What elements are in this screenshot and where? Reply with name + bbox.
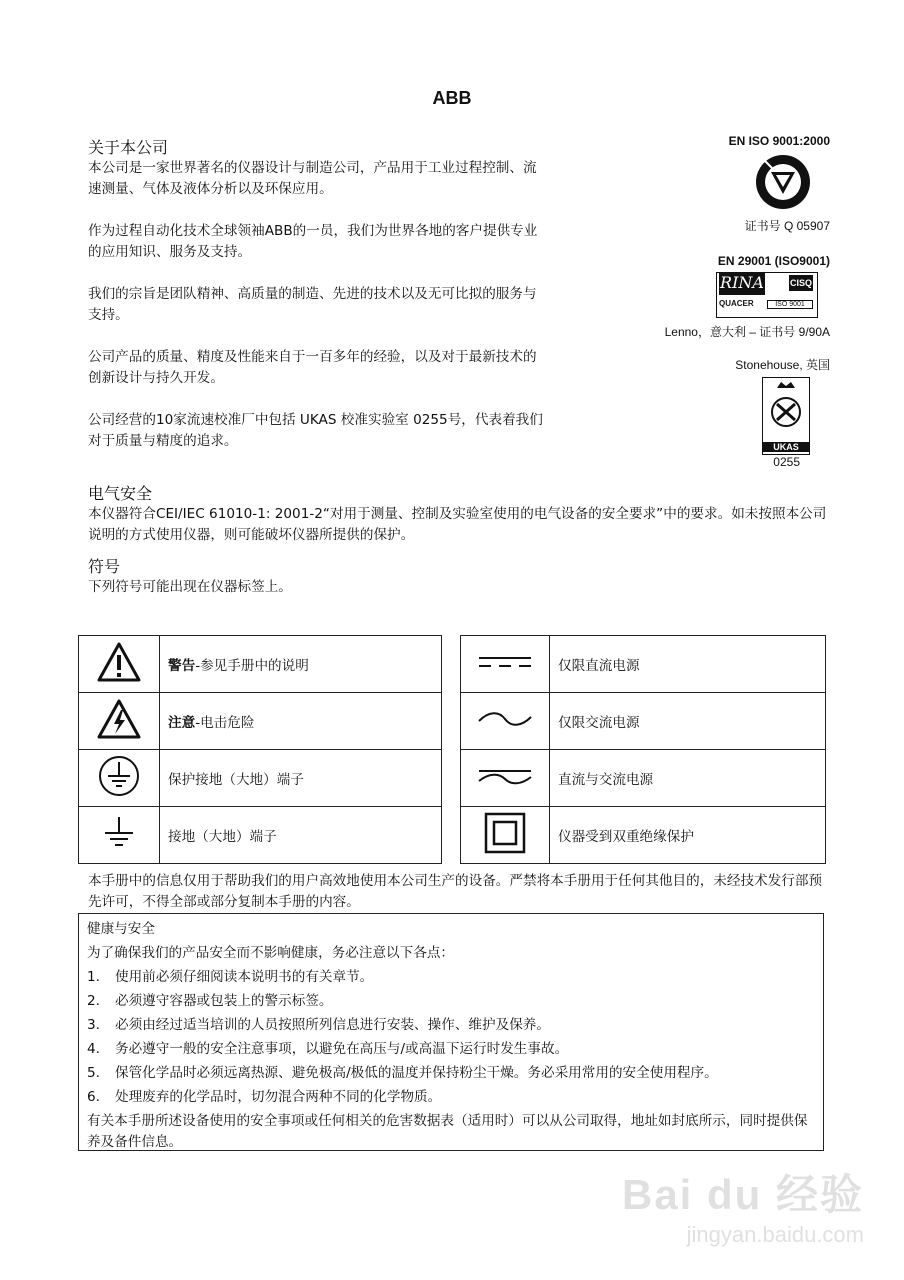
about-paragraph-3: 我们的宗旨是团队精神、高质量的制造、先进的技术以及无可比拟的服务与支持。 [88, 286, 537, 323]
electrical-title: 电气安全 [88, 484, 153, 503]
iso-certificate: 证书号 Q 05907 [744, 219, 830, 233]
lenno-certificate: Lenno，意大利 – 证书号 9/90A [664, 325, 830, 339]
symbol-row [461, 807, 826, 864]
list-text: 必须由经过适当培训的人员按照所列信息进行安装、操作、维护及保养。 [115, 1017, 550, 1033]
health-intro: 为了确保我们的产品安全而不影响健康，务必注意以下各点： [87, 945, 455, 961]
symbol-row [79, 750, 442, 807]
list-number: 6. [87, 1089, 100, 1105]
symbol-label-bold: 警告 [168, 658, 196, 674]
list-text: 处理废弃的化学品时，切勿混合两种不同的化学物质。 [115, 1089, 442, 1105]
symbol-icon-cell [461, 636, 550, 693]
symbol-row [79, 807, 442, 864]
symbols-intro: 下列符号可能出现在仪器标签上。 [88, 579, 292, 595]
symbol-label-bold: 注意 [168, 715, 196, 731]
ukas-crown-icon [763, 378, 809, 436]
symbol-row [461, 693, 826, 750]
symbol-icon-cell [79, 693, 160, 750]
symbol-row [79, 636, 442, 693]
symbol-label: 仪器受到双重绝缘保护 [550, 807, 826, 864]
list-number: 2. [87, 993, 100, 1009]
registered-seal [600, 152, 830, 217]
list-item [87, 965, 815, 989]
about-paragraph-2: 作为过程自动化技术全球领袖ABB的一员，我们为世界各地的客户提供专业的应用知识、服务及支持。 [88, 223, 538, 260]
list-number: 1. [87, 969, 100, 985]
watermark-url: jingyan.baidu.com [686, 1222, 864, 1247]
symbols-title: 符号 [88, 557, 121, 576]
list-item [87, 1061, 815, 1085]
symbol-icon-cell [79, 807, 160, 864]
health-title: 健康与安全 [87, 921, 155, 937]
symbol-label-text: -电击危险 [195, 715, 255, 731]
ukas-logo [600, 377, 830, 455]
earth-ground-icon [97, 813, 141, 853]
list-item [87, 1085, 815, 1109]
cisq-mark: CISQ [789, 275, 813, 291]
list-item [87, 1013, 815, 1037]
health-footer: 有关本手册所述设备使用的安全事项或任何相关的危害数据表（适用时）可以从公司取得，地址如封底所示，同时提供保养及备件信息。 [87, 1113, 808, 1150]
symbol-label [160, 693, 442, 750]
electrical-text: 本仪器符合CEI/IEC 61010-1: 2001-2“对用于测量、控制及实验室使用的电气设备的安全要求”中的要求。如未按照本公司说明的方式使用仪器，则可能破坏仪器所提供的保护。 [88, 506, 827, 543]
electrical-safety-section [88, 484, 828, 546]
symbol-label-text: -参见手册中的说明 [195, 658, 309, 674]
ac-dc-icon [475, 765, 535, 787]
list-text: 务必遵守一般的安全注意事项，以避免在高压与/或高温下运行时发生事故。 [115, 1041, 569, 1057]
watermark-logo: Bai du 经验 [621, 1171, 864, 1218]
iso-title: EN ISO 9001:2000 [728, 134, 830, 148]
list-number: 4. [87, 1041, 100, 1057]
rina-mark: RINA [719, 273, 765, 295]
symbols-table-right [460, 635, 826, 864]
about-paragraph-4: 公司产品的质量、精度及性能来自于一百多年的经验，以及对于最新技术的创新设计与持久开发。 [88, 349, 537, 386]
symbol-row [461, 636, 826, 693]
symbol-label-text: 保护接地（大地）端子 [168, 772, 304, 788]
symbol-label: 仅限交流电源 [550, 693, 826, 750]
symbol-icon-cell [79, 750, 160, 807]
symbol-row [461, 750, 826, 807]
electric-shock-icon [96, 698, 142, 740]
protective-earth-icon [97, 754, 141, 798]
baidu-watermark [584, 1162, 864, 1252]
symbol-row [79, 693, 442, 750]
iso9001-label: ISO 9001 [767, 300, 813, 309]
list-number: 3. [87, 1017, 100, 1033]
certifications [600, 134, 830, 469]
symbol-label [160, 750, 442, 807]
ukas-number: 0255 [773, 455, 800, 469]
list-number: 5. [87, 1065, 100, 1081]
dc-icon [475, 652, 535, 672]
registered-seal-icon [750, 152, 816, 212]
about-paragraph-5: 公司经营的10家流速校准厂中包括 UKAS 校准实验室 0255号，代表着我们对于质量与精度的追求。 [88, 412, 543, 449]
symbol-label: 直流与交流电源 [550, 750, 826, 807]
en-title: EN 29001 (ISO9001) [717, 254, 830, 268]
ac-icon [475, 709, 535, 729]
list-text: 使用前必须仔细阅读本说明书的有关章节。 [115, 969, 374, 985]
about-paragraph-1: 本公司是一家世界著名的仪器设计与制造公司，产品用于工业过程控制、流速测量、气体及液体分析以及环保应用。 [88, 160, 537, 197]
quacer-label: QUACER [719, 299, 754, 308]
list-item [87, 989, 815, 1013]
list-text: 保管化学品时必须远离热源、避免极高/极低的温度并保持粉尘干燥。务必采用常用的安全使用程序。 [115, 1065, 718, 1081]
list-text: 必须遵守容器或包装上的警示标签。 [115, 993, 333, 1009]
warning-triangle-icon [96, 641, 142, 683]
about-section [88, 138, 550, 473]
symbols-table-left [78, 635, 442, 864]
manual-note: 本手册中的信息仅用于帮助我们的用户高效地使用本公司生产的设备。严禁将本手册用于任何其他目的，未经技术发行部预先许可，不得全部或部分复制本手册的内容。 [88, 873, 823, 910]
symbol-icon-cell [79, 636, 160, 693]
stonehouse-label: Stonehouse, 英国 [735, 358, 830, 372]
symbols-section [88, 557, 828, 598]
about-title: 关于本公司 [88, 138, 169, 157]
symbol-label-text: 接地（大地）端子 [168, 829, 277, 845]
rina-logo [600, 272, 830, 323]
symbol-label: 仅限直流电源 [550, 636, 826, 693]
symbol-icon-cell [461, 807, 550, 864]
symbol-icon-cell [461, 693, 550, 750]
double-insulation-icon [483, 811, 527, 855]
symbol-icon-cell [461, 750, 550, 807]
symbol-label [160, 807, 442, 864]
health-safety-box [78, 913, 824, 1151]
symbol-label [160, 636, 442, 693]
brand-title: ABB [432, 88, 472, 108]
ukas-label: UKAS [763, 442, 809, 452]
list-item [87, 1037, 815, 1061]
